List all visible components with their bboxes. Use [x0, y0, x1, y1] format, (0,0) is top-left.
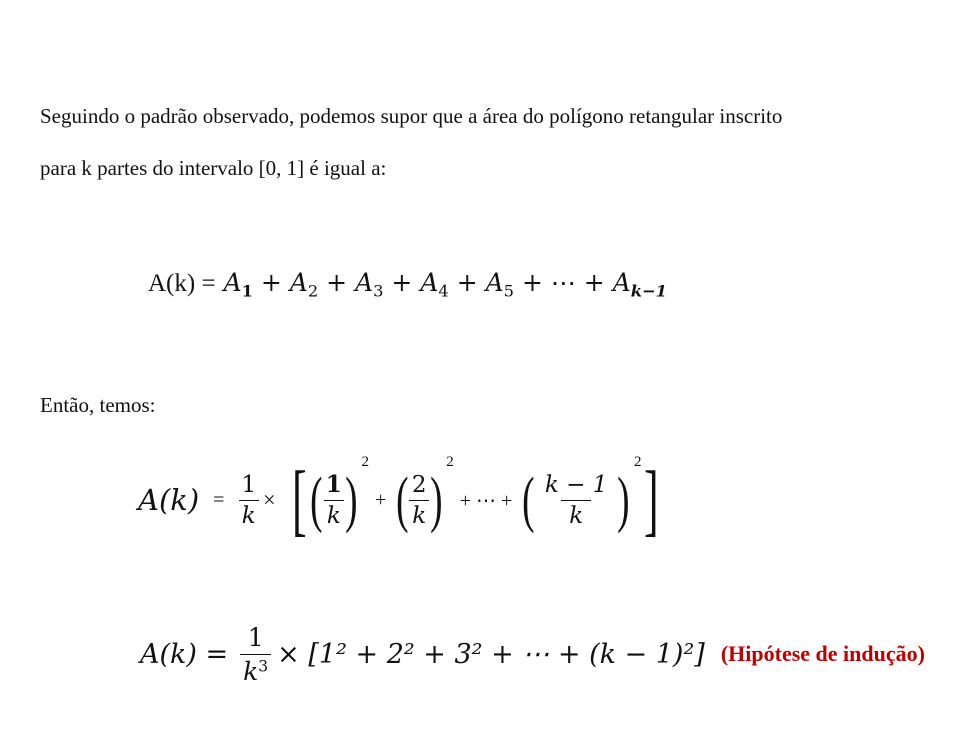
eq1-sub: 2 [307, 281, 319, 301]
paren-close: ) [617, 465, 630, 534]
eq1-dots: ⋯ [550, 268, 576, 297]
paren-open: ( [522, 465, 535, 534]
eq2-frac-num: 1 [241, 471, 257, 498]
eq3-body: × [1² + 2² + 3² + ⋯ + (k − 1)²] [277, 638, 705, 670]
then-label: Então, temos: [40, 393, 156, 417]
right-bracket: ] [643, 456, 659, 544]
eq2-times: × [263, 487, 276, 512]
eq3-frac-exp: 3 [258, 656, 269, 675]
intro-line-1: Seguindo o padrão observado, podemos supor que a área do polígono retangular inscrito [40, 104, 783, 128]
eq2-term1-den: k [324, 500, 344, 529]
equation-expanded [138, 452, 664, 548]
paren-open: ( [396, 465, 409, 534]
eq2-plus: + [374, 488, 387, 511]
eq2-term-1 [323, 471, 345, 529]
eq3-lhs: A(k) = [140, 638, 229, 670]
eq1-term: A [420, 268, 439, 297]
eq1-term: A [485, 268, 504, 297]
eq1-term: A [355, 268, 374, 297]
eq1-last-sub: k−1 [630, 281, 667, 301]
eq2-frac-den: k [239, 500, 259, 529]
eq1-term: A [223, 268, 242, 297]
left-bracket: [ [291, 456, 307, 544]
eq2-term2-den: k [409, 500, 429, 529]
eq2-exp: 2 [446, 454, 454, 470]
eq2-termn-den: k [561, 500, 591, 529]
eq1-lhs: A(k) = [148, 270, 216, 298]
equation-area-sum: A(k) = $A_1 + A_2 + A_3 + A_4 + A_5$ + ⋯ + $A_{k-1}$ [148, 268, 667, 301]
eq3-frac [240, 623, 271, 686]
eq2-term1-num: 1 [325, 471, 342, 498]
paren-open: ( [310, 465, 323, 534]
eq3-frac-num: 1 [247, 622, 264, 652]
paren-close: ) [344, 465, 358, 534]
eq2-term-n [537, 472, 615, 529]
eq1-sub: 3 [373, 281, 384, 301]
eq2-exp: 2 [361, 454, 369, 470]
eq2-term-2 [409, 472, 430, 529]
eq1-sub: 4 [438, 281, 449, 301]
eq2-exp: 2 [634, 454, 642, 470]
eq2-termn-num: k − 1 [544, 471, 608, 498]
paren-close: ) [429, 465, 443, 534]
eq2-lhs: A(k) [138, 483, 200, 517]
induction-note: (Hipótese de indução) [720, 641, 925, 666]
eq1-term: A [289, 268, 308, 297]
eq2-equals: = [213, 488, 225, 511]
eq1-sub: 1 [241, 281, 253, 301]
eq1-last-term: A [612, 268, 631, 297]
eq2-plus-dots: + ⋯ + [459, 489, 513, 512]
eq2-frac-1-over-k [238, 472, 259, 529]
intro-line-2: para k partes do intervalo [0, 1] é igual a: [40, 156, 387, 180]
eq3-frac-den: k [243, 656, 259, 686]
eq2-term2-num: 2 [411, 471, 427, 498]
equation-induction-hypothesis [140, 616, 925, 692]
eq1-sub: 5 [503, 281, 514, 301]
